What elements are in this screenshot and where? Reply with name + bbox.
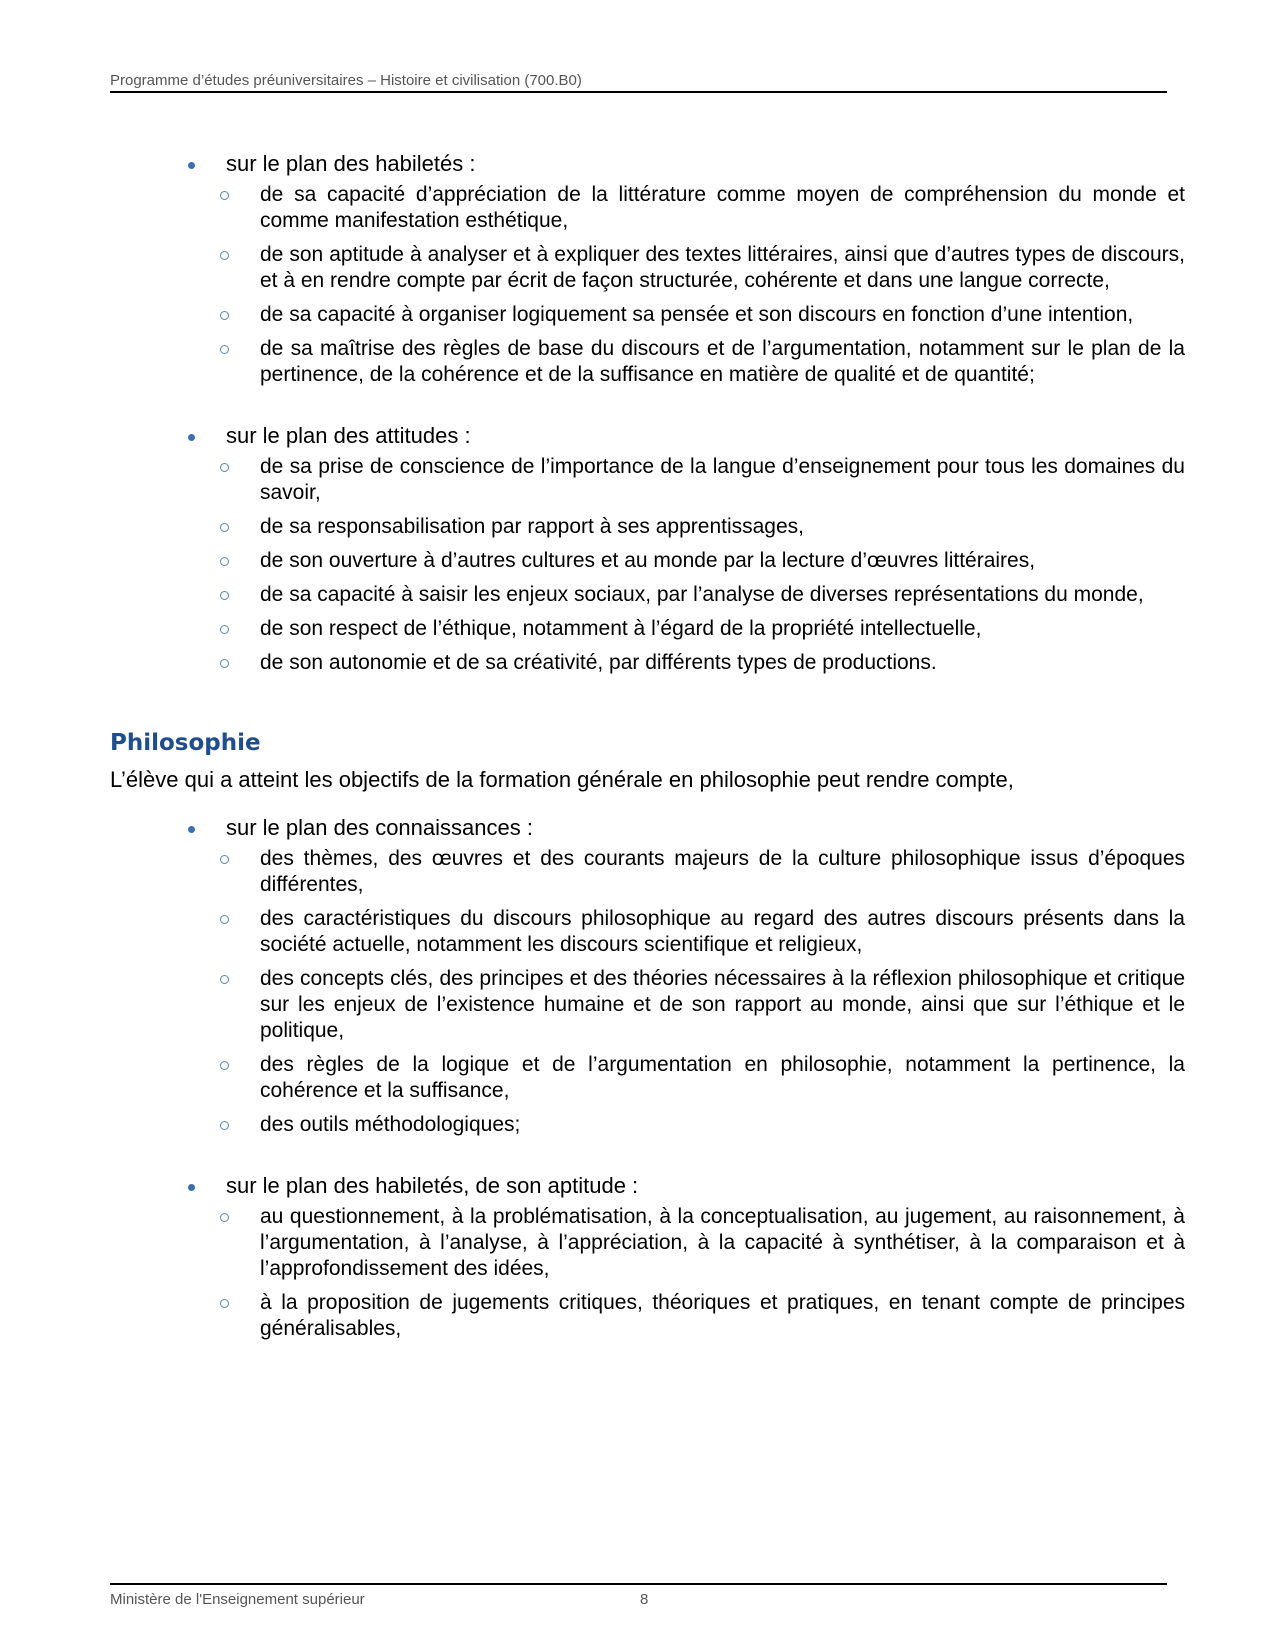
list-item (188, 182, 1185, 234)
list-item (188, 1112, 1185, 1138)
list-item (188, 966, 1185, 1044)
bullet-label: sur le plan des habiletés : (226, 151, 476, 176)
sub-list (188, 846, 1185, 1138)
list-item-text: des thèmes, des œuvres et des courants majeurs de la culture philosophique issus d’époques différentes, (260, 847, 1185, 896)
list-item (188, 1204, 1185, 1282)
spacer (110, 684, 1167, 728)
list-item-text: des règles de la logique et de l’argumentation en philosophie, notamment la pertinence, la cohérence et la suffisance, (260, 1053, 1185, 1102)
bullet-item (188, 1172, 1167, 1200)
list-item-text: de sa responsabilisation par rapport à ses apprentissages, (260, 515, 804, 538)
circle-bullet-icon (220, 1213, 229, 1222)
list-item-text: de sa capacité à organiser logiquement sa pensée et son discours en fonction d’une intention, (260, 303, 1134, 326)
list-item (188, 454, 1185, 506)
list-item (188, 846, 1185, 898)
circle-bullet-icon (220, 1061, 229, 1070)
list-item-text: des caractéristiques du discours philosophique au regard des autres discours présents dans la société actuelle, notamment les discours scientifique et religieux, (260, 907, 1185, 956)
list-item-text: à la proposition de jugements critiques, théoriques et pratiques, en tenant compte de principes généralisables, (260, 1291, 1185, 1340)
header-text: Programme d’études préuniversitaires – Histoire et civilisation (700.B0) (110, 72, 582, 89)
section-heading: Philosophie (110, 730, 261, 756)
circle-bullet-icon (220, 345, 229, 354)
list-item-text: de sa maîtrise des règles de base du discours et de l’argumentation, notamment sur le plan de la pertinence, de la cohérence et de la suffisance en matière de qualité et de quantité; (260, 337, 1185, 386)
sub-list (188, 182, 1185, 388)
circle-bullet-icon (220, 463, 229, 472)
list-item-text: de son autonomie et de sa créativité, par différents types de productions. (260, 651, 937, 674)
footer-ministry: Ministère de l'Enseignement supérieur (110, 1591, 365, 1608)
running-header (110, 72, 1167, 93)
list-item (188, 548, 1185, 574)
circle-bullet-icon (220, 1121, 229, 1130)
page-content (110, 150, 1185, 1350)
spacer (110, 1146, 1167, 1172)
circle-bullet-icon (220, 659, 229, 668)
circle-bullet-icon (220, 251, 229, 260)
circle-bullet-icon (220, 311, 229, 320)
bullet-item (188, 422, 1167, 450)
running-footer (110, 1583, 1167, 1613)
circle-bullet-icon (220, 191, 229, 200)
bullet-item (188, 150, 1167, 178)
bullet-icon (188, 162, 195, 169)
list-item-text: de son ouverture à d’autres cultures et au monde par la lecture d’œuvres littéraires, (260, 549, 1036, 572)
circle-bullet-icon (220, 557, 229, 566)
list-item-text: de son aptitude à analyser et à expliquer des textes littéraires, ainsi que d’autres types de discours, et à en rendre compte par écrit de façon structurée, cohérente et dans une langue correcte, (260, 243, 1185, 292)
bullet-block-habiletes (188, 150, 1185, 388)
bullet-item (188, 814, 1167, 842)
circle-bullet-icon (220, 855, 229, 864)
bullet-icon (188, 1184, 195, 1191)
list-item (188, 242, 1185, 294)
list-item (188, 650, 1185, 676)
page-number: 8 (640, 1591, 649, 1608)
circle-bullet-icon (220, 915, 229, 924)
list-item (188, 1052, 1185, 1104)
list-item (188, 906, 1185, 958)
circle-bullet-icon (220, 1299, 229, 1308)
list-item (188, 514, 1185, 540)
bullet-block-connaissances (188, 814, 1185, 1138)
sub-list (188, 1204, 1185, 1342)
bullet-block-habiletes-aptitude (188, 1172, 1185, 1342)
list-item-text: de sa capacité à saisir les enjeux sociaux, par l’analyse de diverses représentations du monde, (260, 583, 1144, 606)
list-item (188, 302, 1185, 328)
circle-bullet-icon (220, 591, 229, 600)
list-item-text: de son respect de l’éthique, notamment à l’égard de la propriété intellectuelle, (260, 617, 982, 640)
circle-bullet-icon (220, 625, 229, 634)
list-item (188, 616, 1185, 642)
circle-bullet-icon (220, 523, 229, 532)
list-item-text: des outils méthodologiques; (260, 1113, 521, 1136)
spacer (110, 396, 1167, 422)
circle-bullet-icon (220, 975, 229, 984)
section-intro: L’élève qui a atteint les objectifs de la formation générale en philosophie peut rendre compte, (110, 767, 1014, 792)
list-item (188, 582, 1185, 608)
bullet-icon (188, 434, 195, 441)
bullet-label: sur le plan des connaissances : (226, 815, 533, 840)
bullet-label: sur le plan des habiletés, de son aptitude : (226, 1173, 639, 1198)
list-item-text: de sa capacité d’appréciation de la littérature comme moyen de compréhension du monde et comme manifestation esthétique, (260, 183, 1185, 232)
bullet-block-attitudes (188, 422, 1185, 676)
bullet-icon (188, 826, 195, 833)
list-item-text: de sa prise de conscience de l’importance de la langue d’enseignement pour tous les domaines du savoir, (260, 455, 1185, 504)
list-item (188, 1290, 1185, 1342)
sub-list (188, 454, 1185, 676)
bullet-label: sur le plan des attitudes : (226, 423, 471, 448)
list-item (188, 336, 1185, 388)
list-item-text: des concepts clés, des principes et des théories nécessaires à la réflexion philosophique et critique sur les enjeux de l’existence humaine et de son rapport au monde, ainsi que sur l’éthique et le politique, (260, 967, 1185, 1042)
list-item-text: au questionnement, à la problématisation, à la conceptualisation, au jugement, au raisonnement, à l’argumentation, à l’analyse, à l’appréciation, à la capacité à synthétiser, à la comparaison et à l’approfondissement des idées, (260, 1205, 1185, 1280)
